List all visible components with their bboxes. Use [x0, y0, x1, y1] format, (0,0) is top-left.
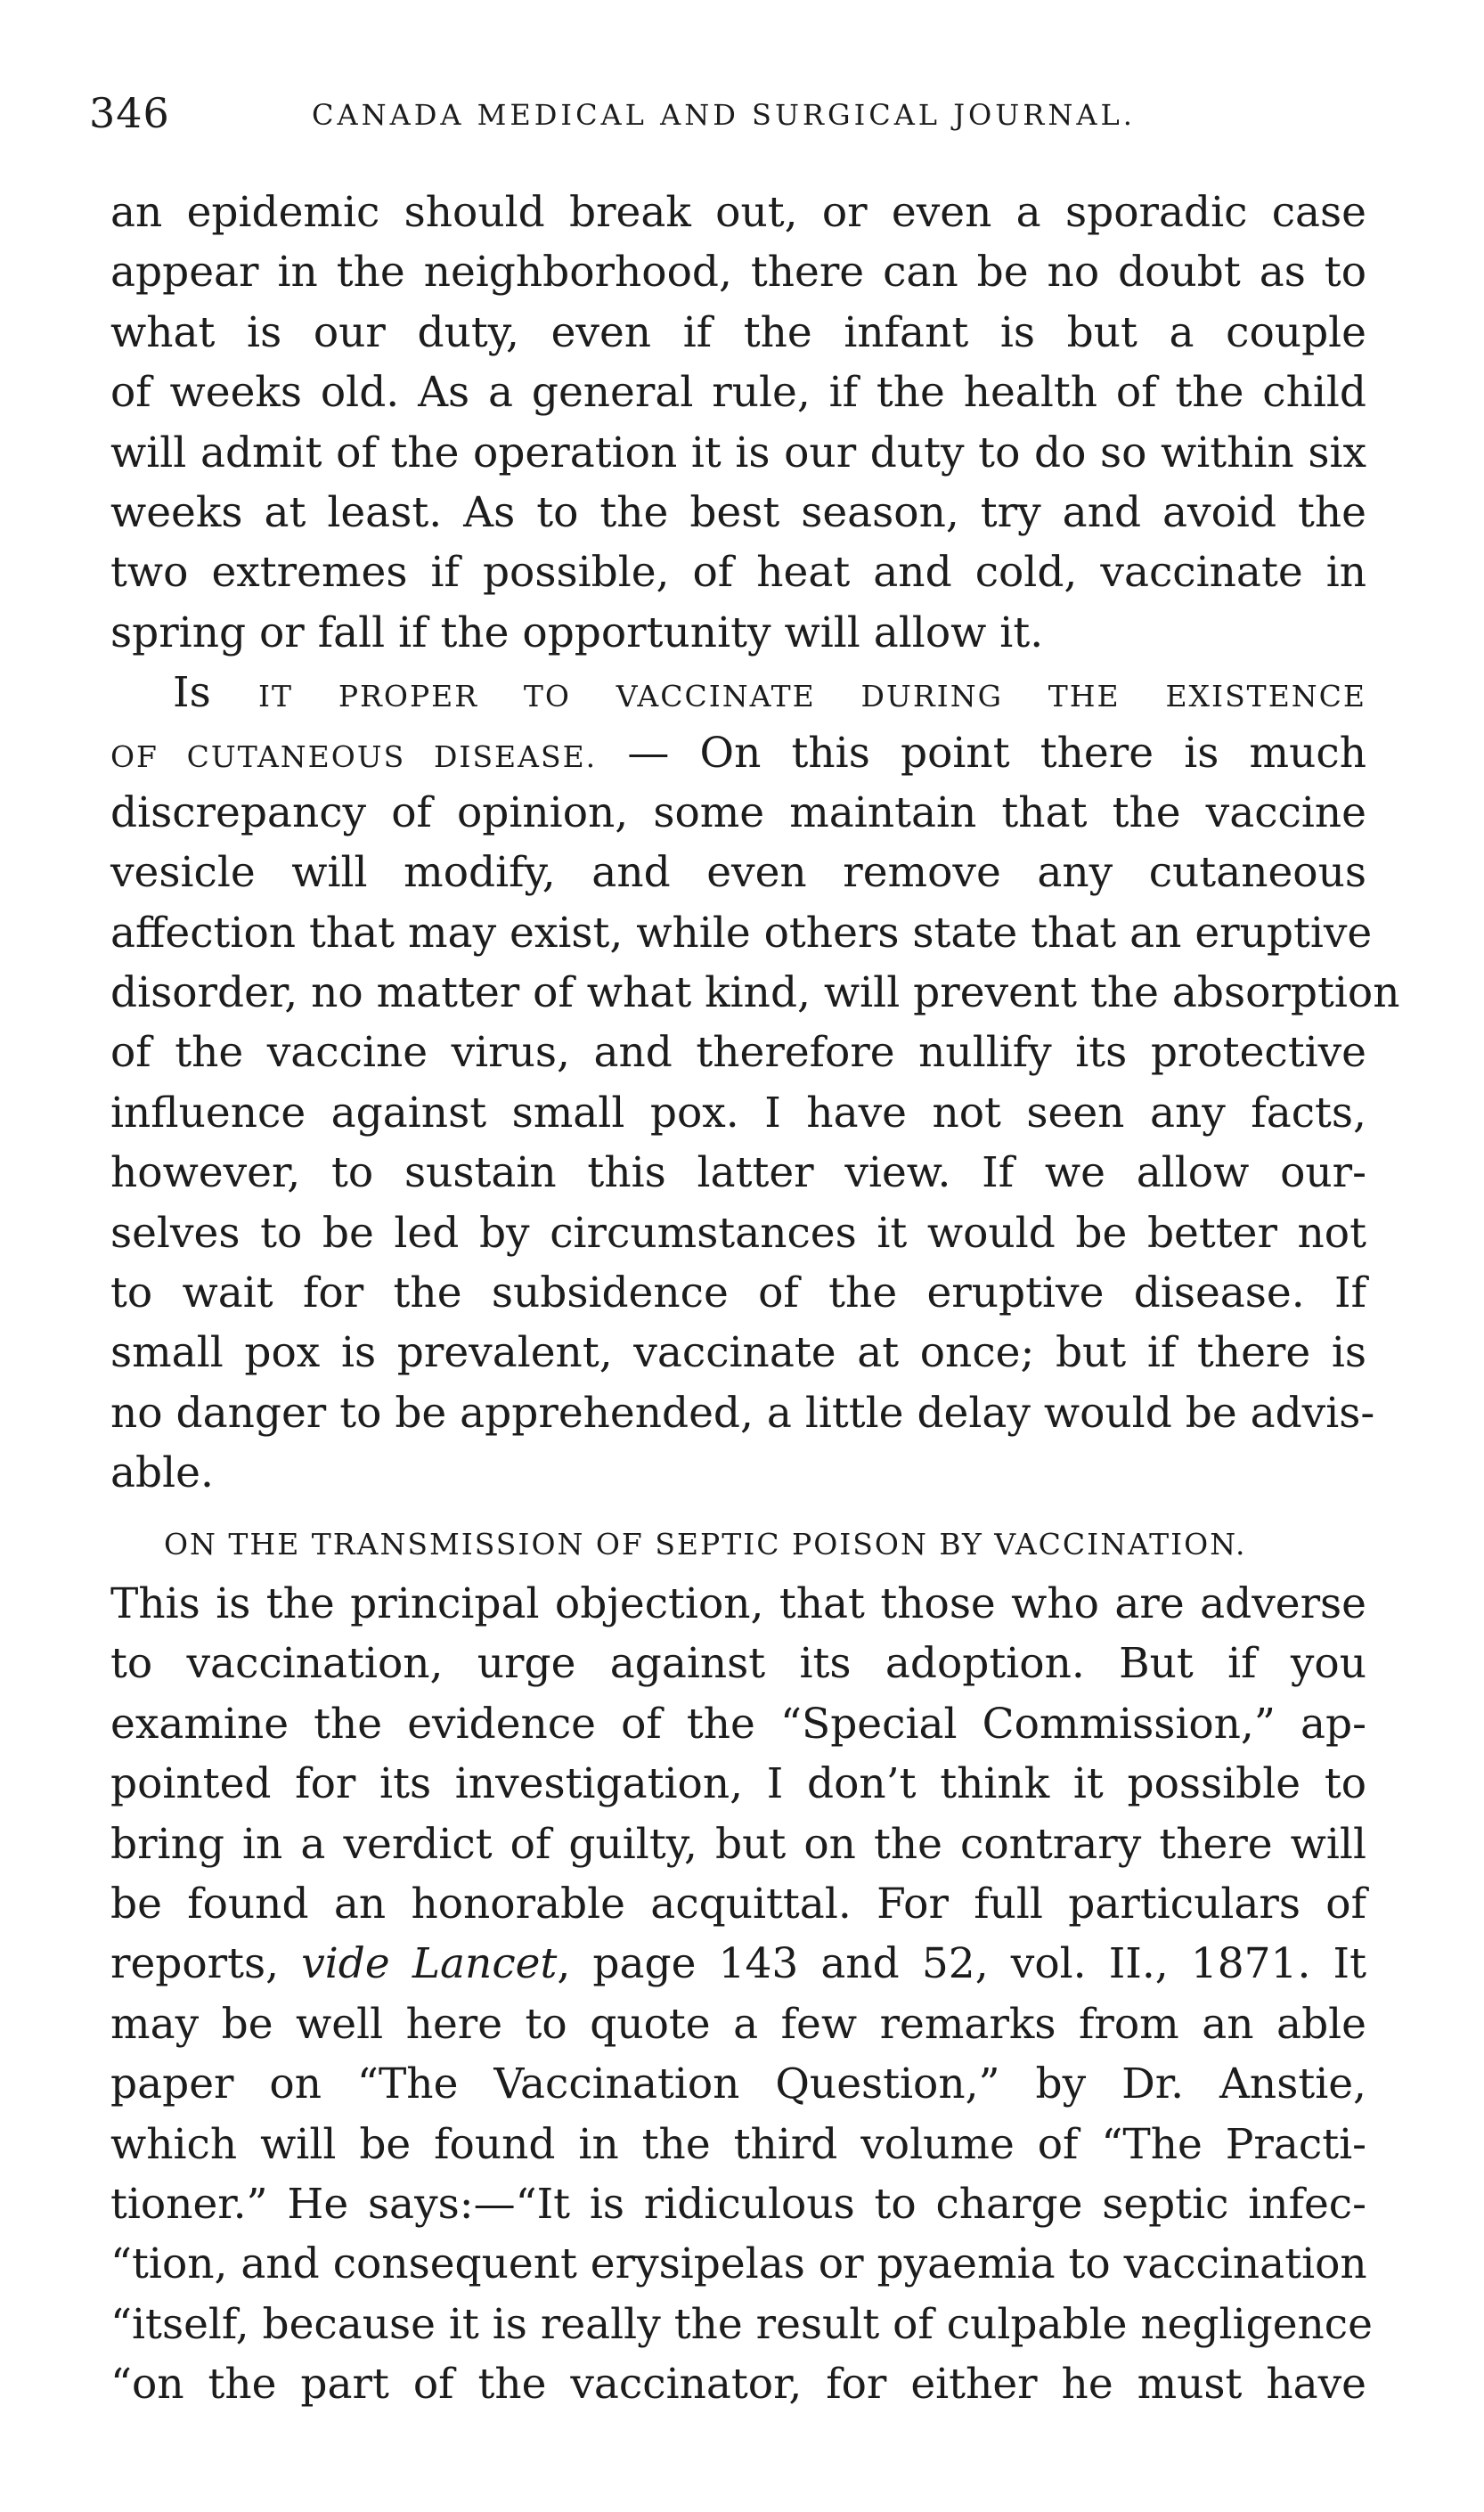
text-line: an epidemic should break out, or even a sporadic case — [110, 188, 1366, 237]
text-line: to wait for the subsidence of the eruptive disease. If — [110, 1268, 1366, 1318]
section-heading: ON THE TRANSMISSION OF SEPTIC POISON BY VACCINATION. — [164, 1526, 1247, 1562]
text-line: may be well here to quote a few remarks from an able — [110, 1999, 1366, 2049]
section-heading-initial: Is — [173, 668, 211, 718]
text-run: reports, — [110, 1939, 302, 1989]
text-line: to vaccination, urge against its adoption. But if you — [110, 1639, 1366, 1689]
text-line: “itself, because it is really the result of culpable negligence — [110, 2299, 1373, 2349]
text-line: no danger to be apprehended, a little delay would be advis- — [110, 1388, 1375, 1438]
text-line: be found an honorable acquittal. For full particulars of — [110, 1879, 1366, 1929]
text-line: appear in the neighborhood, there can be no doubt as to — [110, 248, 1366, 298]
text-line: of weeks old. As a general rule, if the health of the child — [110, 368, 1366, 418]
text-line: what is our duty, even if the infant is but a couple — [110, 307, 1366, 357]
page-number: 346 — [89, 89, 170, 137]
text-line: bring in a verdict of guilty, but on the contrary there will — [110, 1819, 1366, 1869]
text-line: discrepancy of opinion, some maintain that the vaccine — [110, 787, 1366, 837]
text-line: selves to be led by circumstances it would be better not — [110, 1208, 1366, 1258]
citation-vide: vide — [301, 1939, 390, 1989]
text-line: of the vaccine virus, and therefore nullify its protective — [110, 1028, 1366, 1078]
text-line: disorder, no matter of what kind, will prevent the absorption — [110, 968, 1400, 1018]
text-line — [110, 723, 1366, 783]
citation-lancet: Lancet — [412, 1939, 558, 1989]
text-line: tioner.” He says:—“It is ridiculous to charge septic infec- — [110, 2179, 1366, 2229]
text-line: two extremes if possible, of heat and cold, vaccinate in — [110, 548, 1366, 598]
text-line: influence against small pox. I have not seen any facts, — [110, 1088, 1366, 1138]
text-line: This is the principal objection, that those who are adverse — [110, 1578, 1366, 1628]
text-line: able. — [110, 1448, 214, 1498]
section-heading-line — [110, 663, 1366, 722]
text-line: vesicle will modify, and even remove any cutaneous — [110, 848, 1366, 898]
text-line: which will be found in the third volume of “The Practi- — [110, 2119, 1366, 2169]
section-heading: IT PROPER TO VACCINATE DURING THE EXISTENCE — [257, 679, 1366, 714]
text-run: , page 143 and 52, vol. II., 1871. It — [557, 1939, 1366, 1989]
text-line: affection that may exist, while others state that an eruptive — [110, 908, 1373, 958]
text-line: paper on “The Vaccination Question,” by Dr. Anstie, — [110, 2059, 1366, 2109]
text-line: small pox is prevalent, vaccinate at once; but if there is — [110, 1328, 1366, 1378]
citation-line — [110, 1934, 1366, 1994]
text-line: “tion, and consequent erysipelas or pyaemia to vaccination — [110, 2239, 1367, 2289]
text-line: however, to sustain this latter view. If we allow our- — [110, 1148, 1366, 1198]
text-line: spring or fall if the opportunity will allow it. — [110, 608, 1044, 657]
text-line: weeks at least. As to the best season, try and avoid the — [110, 487, 1366, 537]
text-line: pointed for its investigation, I don’t think it possible to — [110, 1759, 1366, 1809]
text-line: “on the part of the vaccinator, for either he must have — [110, 2360, 1366, 2410]
body-text — [110, 183, 1400, 2414]
text-line: examine the evidence of the “Special Commission,” ap- — [110, 1699, 1366, 1749]
page-header — [89, 89, 1372, 143]
running-head: CANADA MEDICAL AND SURGICAL JOURNAL. — [312, 98, 1136, 132]
section-heading-cont: OF CUTANEOUS DISEASE. — [110, 738, 598, 774]
text-run: — On this point there is much — [597, 728, 1366, 778]
text-line: will admit of the operation it is our duty to do so within six — [110, 428, 1366, 477]
